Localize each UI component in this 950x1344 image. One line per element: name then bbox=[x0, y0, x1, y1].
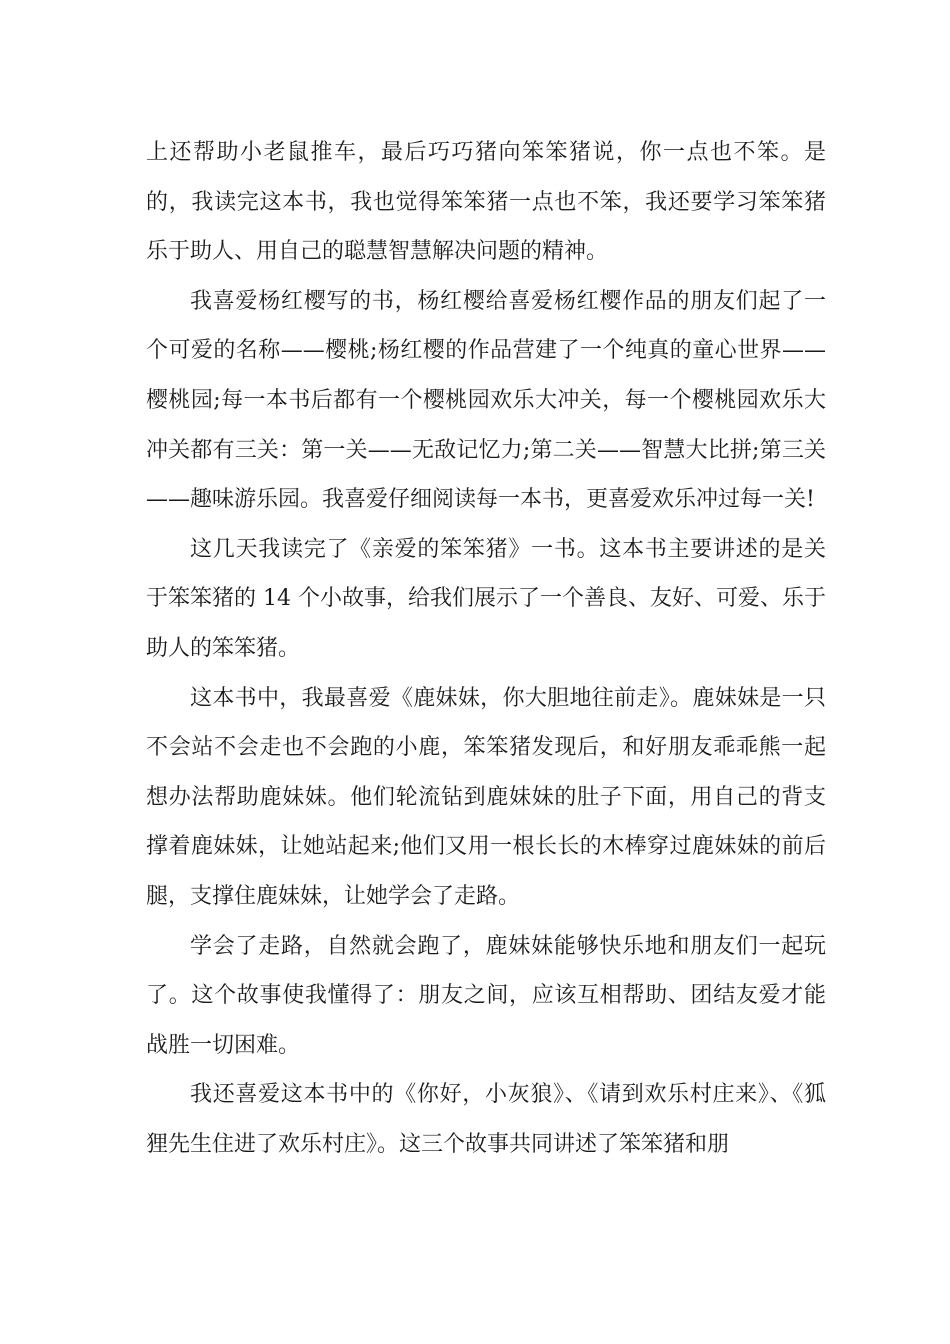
paragraph: 学会了走路，自然就会跑了，鹿妹妹能够快乐地和朋友们一起玩了。这个故事使我懂得了：朋友之间，应该互相帮助、团结友爱才能战胜一切困难。 bbox=[146, 933, 826, 1058]
paragraph: 上还帮助小老鼠推车，最后巧巧猪向笨笨猪说，你一点也不笨。是的，我读完这本书，我也觉得笨笨猪一点也不笨，我还要学习笨笨猪乐于助人、用自己的聪慧智慧解决问题的精神。 bbox=[146, 140, 826, 265]
document-body bbox=[146, 128, 826, 1169]
paragraph: 我还喜爱这本书中的《你好，小灰狼》、《请到欢乐村庄来》、《狐狸先生住进了欢乐村庄》。这三个故事共同讲述了笨笨猪和朋 bbox=[146, 1082, 826, 1157]
paragraph: 这几天我读完了《亲爱的笨笨猪》一书。这本书主要讲述的是关于笨笨猪的 14 个小故事，给我们展示了一个善良、友好、可爱、乐于助人的笨笨猪。 bbox=[146, 536, 826, 661]
paragraph: 我喜爱杨红樱写的书，杨红樱给喜爱杨红樱作品的朋友们起了一个可爱的名称——樱桃;杨红樱的作品营建了一个纯真的童心世界——樱桃园;每一本书后都有一个樱桃园欢乐大冲关，每一个樱桃园欢乐大冲关都有三关：第一关——无敌记忆力;第二关——智慧大比拼;第三关——趣味游乐园。我喜爱仔细阅读每一本书，更喜爱欢乐冲过每一关! bbox=[146, 288, 826, 513]
paragraph: 这本书中，我最喜爱《鹿妹妹，你大胆地往前走》。鹿妹妹是一只不会站不会走也不会跑的小鹿，笨笨猪发现后，和好朋友乖乖熊一起想办法帮助鹿妹妹。他们轮流钻到鹿妹妹的肚子下面，用自己的背支撑着鹿妹妹，让她站起来;他们又用一根长长的木棒穿过鹿妹妹的前后腿，支撑住鹿妹妹，让她学会了走路。 bbox=[146, 685, 826, 909]
